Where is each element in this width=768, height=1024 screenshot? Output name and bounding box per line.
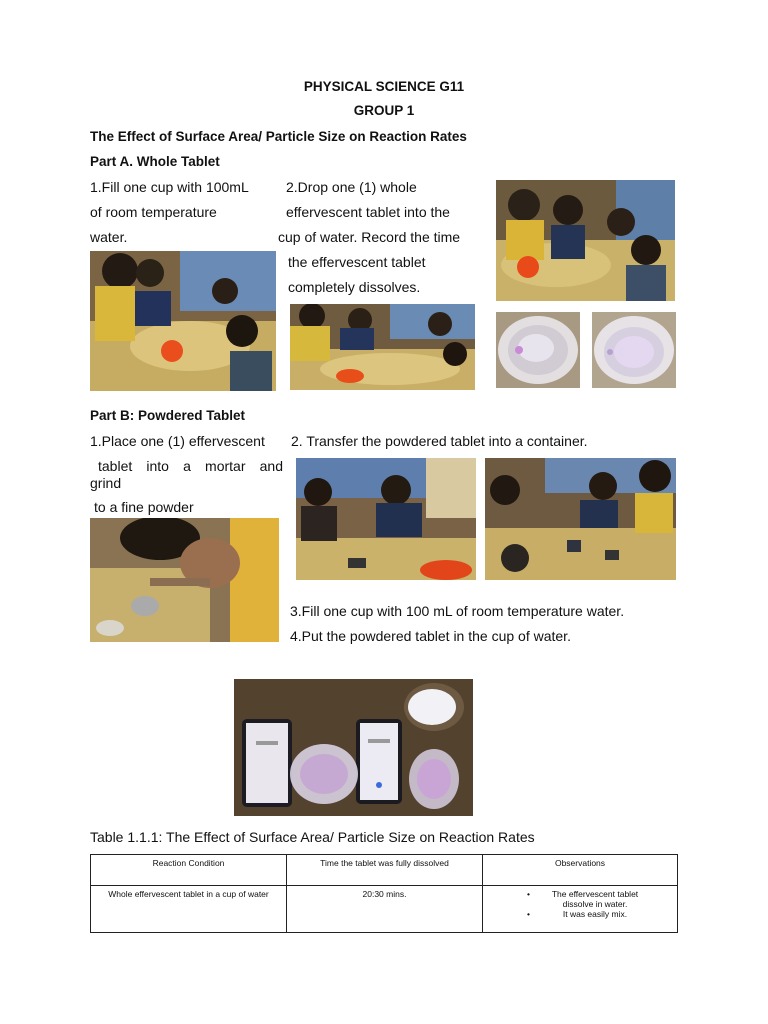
- experiment-title: The Effect of Surface Area/ Particle Size on Reaction Rates: [90, 129, 467, 144]
- cell-observations: [483, 886, 678, 933]
- table-caption: Table 1.1.1: The Effect of Surface Area/ Particle Size on Reaction Rates: [90, 829, 535, 845]
- observation-item: • The effervescent tablet dissolve in water.: [489, 889, 671, 909]
- grinding-photo: [90, 518, 279, 642]
- part-b-step4: 4.Put the powdered tablet in the cup of water.: [290, 628, 571, 644]
- table-row: [91, 886, 678, 933]
- part-a-step2-line: cup of water. Record the time: [278, 229, 461, 245]
- students-group-photo-3: [290, 304, 475, 390]
- part-a-step1-line: 1.Fill one cup with 100mL: [90, 179, 249, 195]
- students-transfer-photo-1: [296, 458, 476, 580]
- header-time-dissolved: Time the tablet was fully dissolved: [287, 855, 483, 886]
- page-title: PHYSICAL SCIENCE G11: [303, 79, 465, 94]
- students-group-photo-1: [496, 180, 675, 301]
- phones-timer-photo: [234, 679, 473, 816]
- header-reaction-condition: Reaction Condition: [91, 855, 287, 886]
- part-b-step2: 2. Transfer the powdered tablet into a container.: [291, 433, 588, 449]
- part-a-step2-line: effervescent tablet into the: [286, 204, 450, 220]
- results-table: [90, 854, 678, 933]
- part-b-heading: Part B: Powdered Tablet: [90, 408, 246, 423]
- cell-condition: Whole effervescent tablet in a cup of water: [91, 886, 287, 933]
- part-b-step1-text: tablet into a mortar and: [98, 458, 283, 474]
- bowl-photo-1: [496, 312, 580, 388]
- part-b-step1-line: to a fine powder: [94, 499, 194, 515]
- part-a-step1-line: water.: [90, 229, 128, 245]
- table-header-row: [91, 855, 678, 886]
- part-a-step2-line: the effervescent tablet: [288, 254, 426, 270]
- part-b-step1-line: 1.Place one (1) effervescent: [90, 433, 265, 449]
- part-b-step1-line: grind: [90, 475, 122, 491]
- students-group-photo-2: [90, 251, 276, 391]
- bowl-photo-2: [592, 312, 676, 388]
- part-b-step1-line: [90, 458, 283, 474]
- cell-time: 20:30 mins.: [287, 886, 483, 933]
- part-b-step3: 3.Fill one cup with 100 mL of room temperature water.: [290, 603, 625, 619]
- group-label: GROUP 1: [353, 103, 415, 118]
- part-a-heading: Part A. Whole Tablet: [90, 154, 220, 169]
- part-a-step2-line: 2.Drop one (1) whole: [286, 179, 417, 195]
- observation-item: • It was easily mix.: [489, 909, 671, 919]
- part-a-step2-line: completely dissolves.: [288, 279, 421, 295]
- students-transfer-photo-2: [485, 458, 676, 580]
- header-observations: Observations: [483, 855, 678, 886]
- part-a-step1-line: of room temperature: [90, 204, 217, 220]
